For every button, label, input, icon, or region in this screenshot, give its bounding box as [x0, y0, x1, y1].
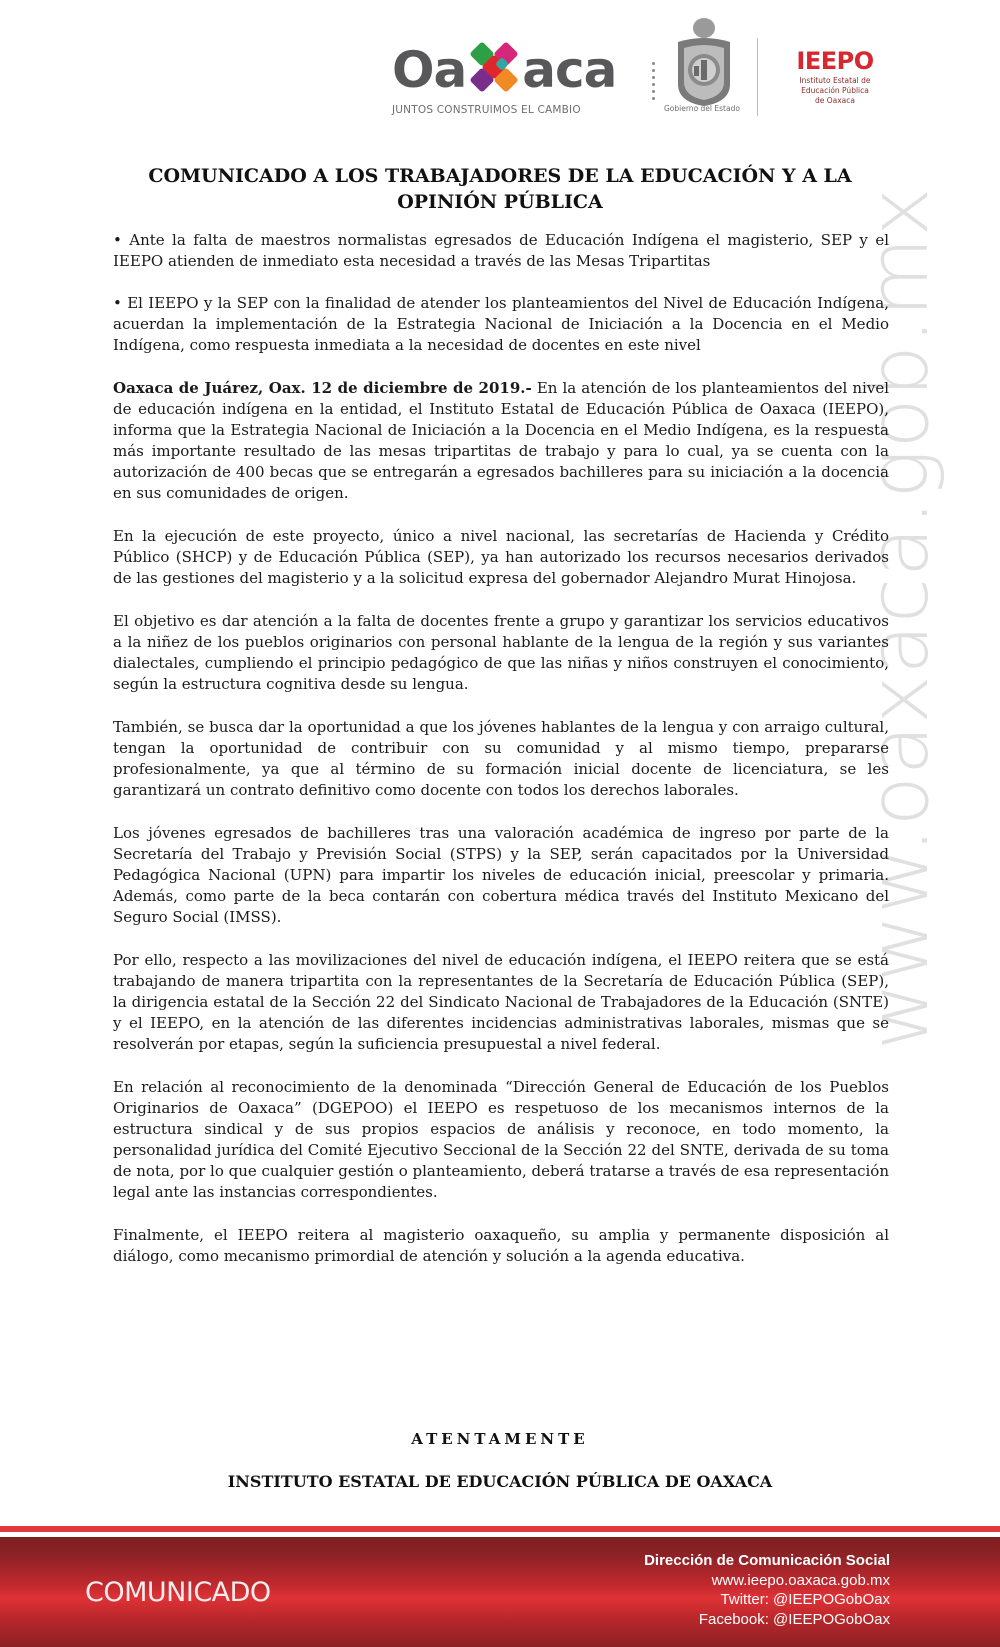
summary-bullet: • El IEEPO y la SEP con la finalidad de atender los planteamientos del Nivel de Educación Indígena, acuerdan la implementación de la Estrategia Nacional de Iniciación a la Docencia en el Medio Indígena, como respuesta inmediata a la necesidad de docentes en este nivel: [113, 294, 889, 354]
closing-paragraph: Finalmente, el IEEPO reitera al magisterio oaxaqueño, su amplia y permanente disposición al diálogo, como mecanismo primordial de atención y solución a la agenda educativa.: [113, 1226, 889, 1265]
oaxaca-slogan: JUNTOS CONSTRUIMOS EL CAMBIO: [392, 104, 581, 116]
watermark-url: www.oaxaca.gob.mx: [852, 186, 947, 1050]
body-paragraph: Los jóvenes egresados de bachilleres tras una valoración académica de ingreso por parte de la Secretaría del Trabajo y Previsión Social (STPS) y la SEP, serán capacitados por la Universidad Pedagógica Nacional (UPN) para impartir los niveles de educación inicial, preescolar y primaria. Además, como parte de la beca contarán con cobertura médica través del Instituto Mexicano del Seguro Social (IMSS).: [113, 824, 889, 926]
footer-gap: [0, 1532, 1000, 1536]
lead-paragraph: [113, 378, 889, 504]
lead-text: En la atención de los planteamientos del nivel de educación indígena en la entidad, el Instituto Estatal de Educación Pública de Oaxaca (IEEPO), informa que la Estrategia Nacional de Iniciación a la Docencia en el Medio Indígena, es la respuesta más importante resultado de las mesas tripartitas de trabajo y para lo cual, ya se cuenta con la autorización de 400 becas que se entregarán a egresados bachilleres para su iniciación a la docencia en sus comunidades de origen.: [113, 379, 889, 502]
footer-department: Dirección de Comunicación Social: [644, 1552, 890, 1569]
oaxaca-wordmark-right: aca: [522, 41, 617, 99]
dateline: Oaxaca de Juárez, Oax. 12 de diciembre de 2019.-: [113, 379, 532, 397]
ieepo-subtitle-line: Instituto Estatal de: [799, 76, 871, 85]
footer-contact: [644, 1551, 890, 1629]
body-paragraph: El objetivo es dar atención a la falta de docentes frente a grupo y garantizar los servicios educativos a la niñez de los pueblos originarios con personal hablante de la lengua de la región y sus variantes dialectales, cumpliendo el principio pedagógico de que las niñas y niños construyen el conocimiento, según la estructura cognitiva desde su lengua.: [113, 612, 889, 693]
oaxaca-wordmark-left: Oa: [392, 41, 467, 99]
government-label: Gobierno del Estado: [664, 104, 740, 113]
footer-label: COMUNICADO: [85, 1577, 271, 1608]
body-paragraph: Por ello, respecto a las movilizaciones del nivel de educación indígena, el IEEPO reitera que se está trabajando de manera tripartita con la representantes de la Secretaría de Educación Pública (SEP), la dirigencia estatal de la Sección 22 del Sindicato Nacional de Trabajadores de la Educación (SNTE) y el IEEPO, en la atención de las diferentes incidencias administrativas laborales, mismas que se resolverán por etapas, según la suficiencia presupuestal a nivel federal.: [113, 951, 889, 1053]
dotted-divider: [652, 62, 656, 104]
ieepo-subtitle: [790, 76, 880, 106]
footer-website-link[interactable]: www.ieepo.oaxaca.gob.mx: [711, 1571, 890, 1589]
ieepo-subtitle-line: Educación Pública: [801, 86, 869, 95]
body-paragraph: También, se busca dar la oportunidad a que los jóvenes hablantes de la lengua y con arraigo cultural, tengan la oportunidad de contribuir con su comunidad y al mismo tiempo, prepararse profesionalmente, ya que al término de su formación inicial docente de licenciatura, se les garantizará un contrato definitivo como docente con todos los derechos laborales.: [113, 718, 889, 799]
page-header: [0, 0, 1000, 130]
oaxaca-cross-mosaic-icon: [467, 43, 521, 93]
state-coat-of-arms-icon: [668, 14, 740, 114]
document-title: COMUNICADO A LOS TRABAJADORES DE LA EDUCACIÓN Y A LA OPINIÓN PÚBLICA: [148, 164, 852, 213]
body-paragraph: En la ejecución de este proyecto, único a nivel nacional, las secretarías de Hacienda y Crédito Público (SHCP) y de Educación Pública (SEP), ya han autorizado los recursos necesarios derivados de las gestiones del magisterio y a la solicitud expresa del gobernador Alejandro Murat Hinojosa.: [113, 527, 889, 587]
oaxaca-logo: [392, 40, 622, 120]
signature-institution: INSTITUTO ESTATAL DE EDUCACIÓN PÚBLICA DE OAXACA: [227, 1472, 773, 1491]
ieepo-subtitle-line: de Oaxaca: [814, 96, 855, 105]
footer-facebook[interactable]: Facebook: @IEEPOGobOax: [698, 1610, 890, 1628]
ieepo-mark: IEEPO: [796, 47, 874, 75]
ieepo-logo: [790, 48, 880, 106]
closing-salutation: ATENTAMENTE: [411, 1430, 589, 1448]
logo-divider: [757, 38, 758, 116]
footer-twitter[interactable]: Twitter: @IEEPOGobOax: [720, 1591, 890, 1608]
oaxaca-wordmark: [392, 40, 616, 100]
document-body: [113, 230, 889, 1289]
footer-band: [0, 1537, 1000, 1647]
body-paragraph: En relación al reconocimiento de la denominada “Dirección General de Educación de los Pueblos Originarios de Oaxaca” (DGEPOO) el IEEPO es respetuoso de los mecanismos internos de la estructura sindical y de sus propios espacios de análisis y reconoce, en todo momento, la personalidad jurídica del Comité Ejecutivo Seccional de la Sección 22 del SNTE, derivada de su toma de nota, por lo que cualquier gestión o planteamiento, deberá tratarse a través de esa representación legal ante las instancias correspondientes.: [113, 1078, 889, 1201]
summary-bullet: • Ante la falta de maestros normalistas egresados de Educación Indígena el magisterio, SEP y el IEEPO atienden de inmediato esta necesidad a través de las Mesas Tripartitas: [113, 231, 889, 270]
